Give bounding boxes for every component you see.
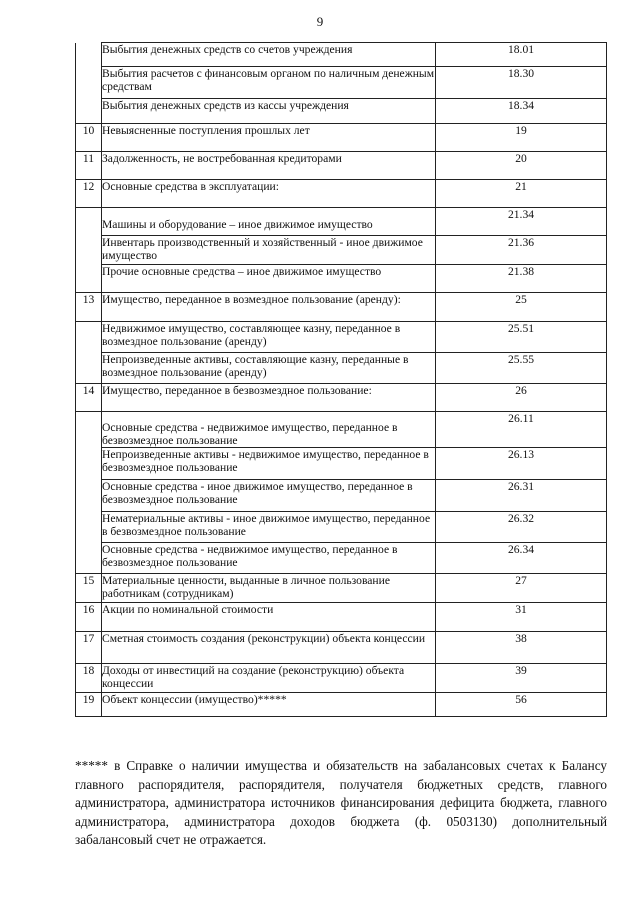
footnote: ***** в Справке о наличии имущества и обязательств на забалансовых счетах к Балансу главного распорядителя, распорядителя, получателя бюджетных средств, главного администратора, администратора источников финансирования дефицита бюджета, главного администратора, администратора доходов бюджета (ф. 0503130) дополнительный забалансовый счет не отражается.: [75, 758, 607, 847]
table-row: [76, 353, 607, 384]
table-row: [76, 632, 607, 664]
account-code: 25: [436, 293, 607, 322]
account-code: 26.32: [436, 512, 607, 543]
account-code: 21.36: [436, 236, 607, 265]
row-description: Выбытия денежных средств со счетов учреждения: [102, 43, 436, 67]
table-row: [76, 322, 607, 353]
row-description: Нематериальные активы - иное движимое имущество, переданное в безвозмездное пользование: [102, 512, 436, 543]
row-number: 13: [76, 293, 102, 322]
account-code: 39: [436, 664, 607, 693]
table-row: [76, 43, 607, 67]
row-number: 17: [76, 632, 102, 664]
account-code: 26.31: [436, 480, 607, 512]
table-row: [76, 574, 607, 603]
row-number: 10: [76, 124, 102, 152]
row-description: Машины и оборудование – иное движимое имущество: [102, 208, 436, 236]
row-description: Недвижимое имущество, составляющее казну, переданное в возмездное пользование (аренду): [102, 322, 436, 353]
row-number: 18: [76, 664, 102, 693]
account-code: 27: [436, 574, 607, 603]
account-code: 19: [436, 124, 607, 152]
row-number: [76, 236, 102, 265]
table-row: [76, 512, 607, 543]
row-description: Выбытия денежных средств из кассы учреждения: [102, 99, 436, 124]
row-number: [76, 543, 102, 574]
row-description: Материальные ценности, выданные в личное пользование работникам (сотрудникам): [102, 574, 436, 603]
row-number: 15: [76, 574, 102, 603]
table-row: [76, 480, 607, 512]
table-row: [76, 265, 607, 293]
account-table: [75, 42, 607, 717]
table-row: [76, 67, 607, 99]
row-number: [76, 67, 102, 99]
account-code: 18.01: [436, 43, 607, 67]
row-description: Непроизведенные активы - недвижимое имущество, переданное в безвозмездное пользование: [102, 448, 436, 480]
row-description: Сметная стоимость создания (реконструкции) объекта концессии: [102, 632, 436, 664]
row-number: 14: [76, 384, 102, 412]
account-code: 21: [436, 180, 607, 208]
account-code: 20: [436, 152, 607, 180]
row-number: [76, 99, 102, 124]
table-row: [76, 124, 607, 152]
table-row: [76, 236, 607, 265]
row-number: [76, 208, 102, 236]
row-description: Непроизведенные активы, составляющие казну, переданные в возмездное пользование (аренду): [102, 353, 436, 384]
account-table-body: [76, 43, 607, 717]
row-description: Невыясненные поступления прошлых лет: [102, 124, 436, 152]
row-number: [76, 322, 102, 353]
row-description: Основные средства - недвижимое имущество, переданное в безвозмездное пользование: [102, 543, 436, 574]
table-row: [76, 384, 607, 412]
page-number: 9: [316, 14, 324, 29]
account-code: 25.51: [436, 322, 607, 353]
row-number: [76, 353, 102, 384]
account-code: 21.34: [436, 208, 607, 236]
row-number: [76, 480, 102, 512]
account-code: 26: [436, 384, 607, 412]
row-description: Основные средства - иное движимое имущество, переданное в безвозмездное пользование: [102, 480, 436, 512]
row-description: Основные средства в эксплуатации:: [102, 180, 436, 208]
row-number: 16: [76, 603, 102, 632]
account-code: 26.34: [436, 543, 607, 574]
table-row: [76, 412, 607, 448]
row-description: Выбытия расчетов с финансовым органом по наличным денежным средствам: [102, 67, 436, 99]
account-code: 38: [436, 632, 607, 664]
row-number: 12: [76, 180, 102, 208]
row-description: Имущество, переданное в возмездное пользование (аренду):: [102, 293, 436, 322]
table-row: [76, 664, 607, 693]
account-code: 26.11: [436, 412, 607, 448]
row-number: [76, 43, 102, 67]
row-description: Задолженность, не востребованная кредиторами: [102, 152, 436, 180]
row-number: [76, 448, 102, 480]
row-number: [76, 265, 102, 293]
table-row: [76, 693, 607, 717]
row-description: Имущество, переданное в безвозмездное пользование:: [102, 384, 436, 412]
table-row: [76, 293, 607, 322]
account-code: 18.34: [436, 99, 607, 124]
account-code: 21.38: [436, 265, 607, 293]
row-number: [76, 512, 102, 543]
account-code: 18.30: [436, 67, 607, 99]
row-description: Прочие основные средства – иное движимое имущество: [102, 265, 436, 293]
row-description: Акции по номинальной стоимости: [102, 603, 436, 632]
account-code: 31: [436, 603, 607, 632]
table-row: [76, 543, 607, 574]
row-number: 19: [76, 693, 102, 717]
row-description: Инвентарь производственный и хозяйственный - иное движимое имущество: [102, 236, 436, 265]
account-code: 25.55: [436, 353, 607, 384]
table-row: [76, 152, 607, 180]
row-description: Объект концессии (имущество)*****: [102, 693, 436, 717]
table-row: [76, 448, 607, 480]
row-description: Доходы от инвестиций на создание (реконструкцию) объекта концессии: [102, 664, 436, 693]
row-number: 11: [76, 152, 102, 180]
row-number: [76, 412, 102, 448]
table-row: [76, 603, 607, 632]
account-code: 26.13: [436, 448, 607, 480]
table-row: [76, 180, 607, 208]
table-row: [76, 99, 607, 124]
table-row: [76, 208, 607, 236]
row-description: Основные средства - недвижимое имущество, переданное в безвозмездное пользование: [102, 412, 436, 448]
account-code: 56: [436, 693, 607, 717]
